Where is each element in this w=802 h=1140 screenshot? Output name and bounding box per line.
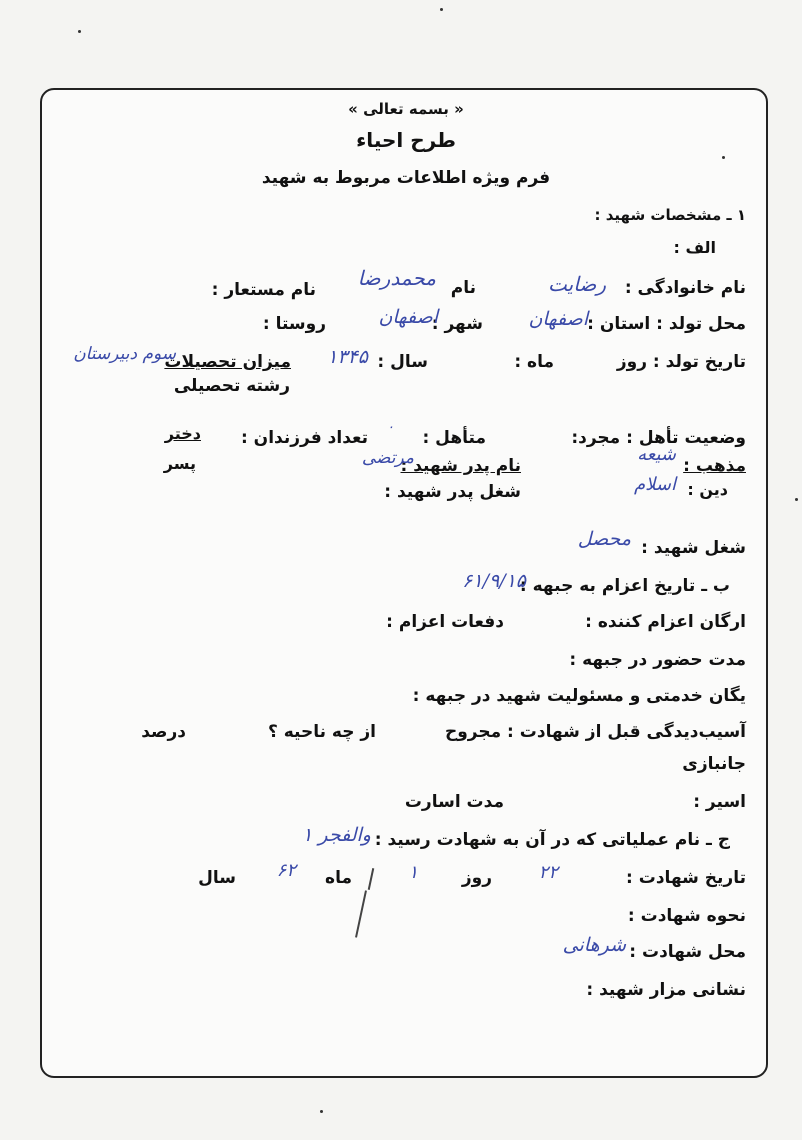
captive-duration-label: مدت اسارت: [404, 792, 504, 812]
martyrdom-month-value: ۱: [408, 862, 418, 883]
martyrdom-year-label: سال: [198, 868, 236, 888]
first-name-label: نام: [450, 278, 476, 298]
village-label: روستا :: [262, 314, 326, 334]
daughter-label: دختر: [164, 424, 201, 443]
scan-speck: [795, 498, 798, 501]
family-name-label: نام خانوادگی :: [624, 278, 746, 298]
birthdate-label: تاریخ تولد : روز: [616, 352, 746, 372]
scan-speck: [440, 8, 443, 11]
father-name-value: مرتضی: [361, 448, 414, 468]
form-page: [40, 88, 768, 1078]
operation-label: ج ـ نام عملیاتی که در آن به شهادت رسید :: [374, 830, 730, 850]
children-value: ۰: [387, 420, 394, 435]
captive-label: اسیر :: [693, 792, 746, 812]
form-subtitle: فرم ویژه اطلاعات مربوط به شهید: [261, 168, 551, 188]
scan-speck: [78, 30, 81, 33]
madhhab-label: مذهب :: [683, 456, 746, 476]
martyrdom-how-label: نحوه شهادت :: [627, 906, 746, 926]
job-label: شغل شهید :: [641, 538, 746, 558]
injury-percent-label: درصد: [141, 722, 186, 742]
father-name-label: نام پدر شهید :: [400, 456, 521, 476]
unit-label: یگان خدمتی و مسئولیت شهید در جبهه :: [412, 686, 746, 706]
form-title: طرح احیاء: [356, 128, 456, 152]
field-of-study-label: رشته تحصیلی: [173, 376, 290, 396]
province-value: اصفهان: [528, 308, 588, 330]
job-value: محصل: [577, 528, 631, 550]
section-1-sub: الف :: [673, 238, 716, 257]
basmala: « بسمه تعالی »: [348, 100, 464, 118]
din-value: اسلام: [634, 474, 676, 495]
martyrdom-day-label: روز: [461, 868, 492, 888]
madhhab-value: شیعه: [637, 444, 676, 465]
injury-region-label: از چه ناحیه ؟: [267, 722, 376, 742]
din-label: دین :: [687, 480, 728, 499]
dispatch-date-value: ۶۱/۹/۱۵: [462, 570, 526, 592]
father-job-label: شغل پدر شهید :: [384, 482, 521, 502]
education-value: سوم دبیرستان: [73, 344, 176, 364]
grave-address-label: نشانی مزار شهید :: [586, 980, 746, 1000]
city-label: شهر :: [431, 314, 483, 334]
front-duration-label: مدت حضور در جبهه :: [569, 650, 746, 670]
martyrdom-place-value: شرهانی: [562, 934, 626, 956]
birthplace-label: محل تولد : استان :: [587, 314, 746, 334]
education-label: میزان تحصیلات: [164, 352, 291, 372]
scan-speck: [320, 1110, 323, 1113]
martyrdom-place-label: محل شهادت :: [629, 942, 746, 962]
family-name-value: رضایت: [548, 272, 606, 296]
birth-year-label: سال :: [377, 352, 428, 372]
martyrdom-date-label: تاریخ شهادت :: [626, 868, 746, 888]
org-label: ارگان اعزام کننده :: [585, 612, 746, 632]
married-label: متأهل :: [422, 428, 486, 448]
alias-label: نام مستعار :: [211, 280, 316, 300]
children-label: تعداد فرزندان :: [240, 428, 368, 448]
scan-speck: [722, 156, 725, 159]
dispatch-date-label: ب ـ تاریخ اعزام به جبهه :: [519, 576, 730, 596]
pen-stroke: [355, 890, 367, 937]
martyrdom-month-label: ماه: [325, 868, 352, 888]
birth-month-label: ماه :: [514, 352, 554, 372]
janbazi-label: جانبازی: [682, 754, 746, 774]
son-label: پسر: [163, 454, 196, 473]
marital-status-label: وضعیت تأهل : مجرد:: [571, 428, 746, 448]
martyrdom-year-value: ۶۲: [276, 860, 296, 881]
first-name-value: محمدرضا: [357, 266, 436, 290]
operation-value: والفجر ۱: [302, 824, 371, 846]
section-1-title: ۱ ـ مشخصات شهید :: [594, 206, 746, 224]
martyrdom-day-value: ۲۲: [538, 862, 558, 883]
city-value: اصفهان: [378, 306, 438, 328]
dispatch-times-label: دفعات اعزام :: [386, 612, 504, 632]
birth-year-value: ۱۳۴۵: [327, 346, 368, 368]
pen-stroke: [368, 868, 375, 890]
injury-label: آسیب‌دیدگی قبل از شهادت : مجروح: [444, 722, 746, 742]
